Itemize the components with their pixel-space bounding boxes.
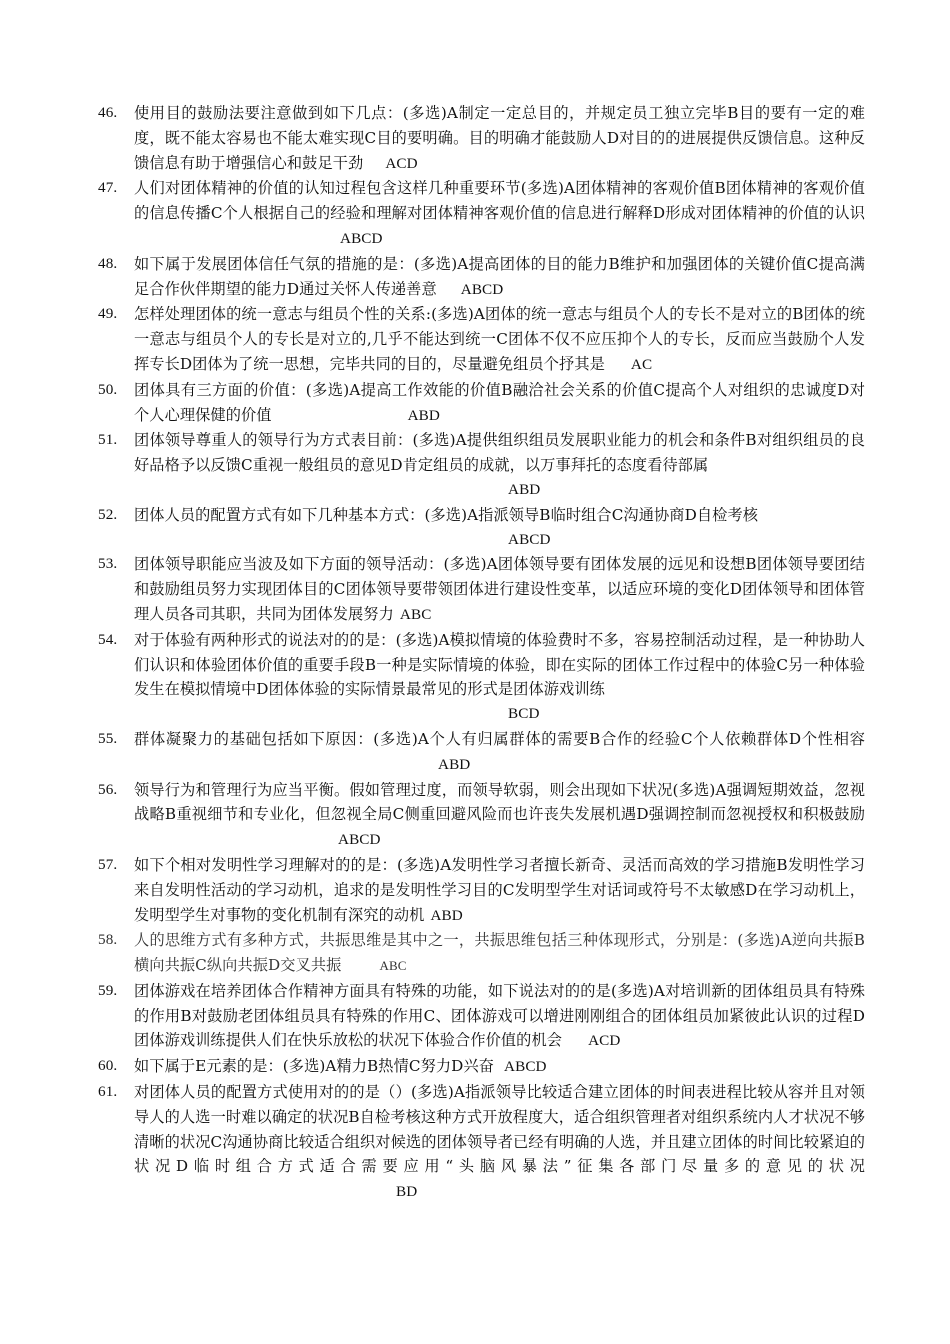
question-text: 团体人员的配置方式有如下几种基本方式：(多选)A指派领导B临时组合C沟通协商D自检考核 xyxy=(134,505,759,524)
question-number: 61. xyxy=(98,1083,118,1101)
question-item-53 xyxy=(95,552,865,627)
answer: ABD xyxy=(438,755,471,773)
question-text: 团体领导职能应当波及如下方面的领导活动：(多选)A团体领导要有团体发展的远见和设想B团体领导要团结和鼓励组员努力实现团体目的C团体领导要带领团体进行建设性变革，以适应环境的变化D团体领导和团体管理人员各司其职，共同为团体发展努力 xyxy=(134,555,865,623)
question-number: 49. xyxy=(98,305,118,323)
question-text: 团体具有三方面的价值：(多选)A提高工作效能的价值B融洽社会关系的价值C提高个人对组织的忠诚度D对个人心理保健的价值 xyxy=(134,380,865,424)
question-item-58 xyxy=(95,928,865,979)
question-text: 对团体人员的配置方式使用对的的是（）(多选)A指派领导比较适合建立团体的时间表进程比较从容并且对领导人的人选一时难以确定的状况B自检考核这种方式开放程度大，适合组织管理者对组织系统内人才状况不够清晰的状况C沟通协商比较适合组织对候选的团体领导者已经有明确的人选，并且建立团体的时间比较紧迫的状况D临时组合方式适合需要应用“头脑风暴法”征集各部门尽量多的意见的状况 xyxy=(134,1083,865,1176)
question-text: 怎样处理团体的统一意志与组员个性的关系:(多选)A团体的统一意志与组员个人的专长不是对立的B团体的统一意志与组员个人的专长是对立的,几乎不能达到统一C团体不仅不应压抑个人的专长，反而应当鼓励个人发挥专长D团体为了统一思想，完毕共同的目的，尽量避免组员个抒其是 xyxy=(134,305,865,373)
question-item-56 xyxy=(95,778,865,853)
question-number: 60. xyxy=(98,1057,118,1075)
question-text: 如下属于E元素的是：(多选)A精力B热情C努力D兴奋 xyxy=(134,1057,495,1076)
question-text: 人的思维方式有多种方式，共振思维是其中之一，共振思维包括三种体现形式，分别是：(多选)A逆向共振B横向共振C纵向共振D交叉共振 xyxy=(134,931,865,975)
question-number: 51. xyxy=(98,431,118,449)
answer: ABC xyxy=(379,958,407,974)
question-number: 52. xyxy=(98,505,118,523)
question-item-52 xyxy=(95,503,865,553)
question-number: 59. xyxy=(98,981,118,999)
question-number: 58. xyxy=(98,931,118,949)
question-list xyxy=(95,101,865,1205)
answer: ABD xyxy=(407,406,440,424)
question-text: 领导行为和管理行为应当平衡。假如管理过度，而领导软弱，则会出现如下状况(多选)A强调短期效益，忽视战略B重视细节和专业化，但忽视全局C侧重回避风险而也许丧失发展机遇D强调控制而忽视授权和积极鼓励 xyxy=(134,780,865,824)
question-item-59 xyxy=(95,979,865,1054)
answer: BCD xyxy=(508,705,540,723)
question-number: 57. xyxy=(98,855,118,873)
question-number: 53. xyxy=(98,555,118,573)
question-text: 对于体验有两种形式的说法对的的是：(多选)A模拟情境的体验费时不多，容易控制活动过程，是一种协助人们认识和体验团体价值的重要手段B一种是实际情境的体验，即在实际的团体工作过程中的体验C另一种体验发生在模拟情境中D团体体验的实际情景最常见的形式是团体游戏训练 xyxy=(134,630,865,699)
answer: AC xyxy=(630,355,653,373)
question-number: 55. xyxy=(98,729,118,747)
answer: ACD xyxy=(385,154,418,172)
answer: BD xyxy=(396,1183,418,1201)
question-text: 团体领导尊重人的领导行为方式表目前：(多选)A提供组织组员发展职业能力的机会和条件B对组织组员的良好品格予以反馈C重视一般组员的意见D肯定组员的成就，以万事拜托的态度看待部属 xyxy=(134,431,865,475)
answer: ABD xyxy=(508,480,541,498)
question-item-54 xyxy=(95,628,865,727)
question-item-47 xyxy=(95,176,865,251)
answer: ABC xyxy=(399,605,432,623)
question-item-60 xyxy=(95,1054,865,1080)
question-text: 如下属于发展团体信任气氛的措施的是：(多选)A提高团体的目的能力B维护和加强团体的关键价值C提高满足合作伙伴期望的能力D通过关怀人传递善意 xyxy=(134,254,865,298)
question-number: 46. xyxy=(98,104,118,121)
question-item-46 xyxy=(95,101,865,176)
question-number: 56. xyxy=(98,780,118,798)
answer: ABCD xyxy=(460,280,504,298)
question-number: 48. xyxy=(98,254,118,272)
question-number: 54. xyxy=(98,630,118,648)
question-text: 团体游戏在培养团体合作精神方面具有特殊的功能，如下说法对的的是(多选)A对培训新的团体组员具有特殊的作用B对鼓励老团体组员具有特殊的作用C、团体游戏可以增进刚刚组合的团体组员加紧彼此认识的过程D团体游戏训练提供人们在快乐放松的状况下体验合作价值的机会 xyxy=(134,981,865,1050)
question-item-50 xyxy=(95,378,865,429)
question-item-51 xyxy=(95,428,865,502)
question-number: 50. xyxy=(98,380,118,398)
question-text: 群体凝聚力的基础包括如下原因：(多选)A个人有归属群体的需要B合作的经验C个人依赖群体D个性相容 xyxy=(134,729,865,748)
question-number: 47. xyxy=(98,179,118,197)
answer: ABCD xyxy=(504,1058,547,1076)
question-item-55 xyxy=(95,727,865,778)
question-item-61 xyxy=(95,1080,865,1205)
answer: ABCD xyxy=(508,530,551,548)
answer: ABD xyxy=(430,906,463,924)
question-text: 人们对团体精神的价值的认知过程包含这样几种重要环节(多选)A团体精神的客观价值B团体精神的客观价值的信息传播C个人根据自己的经验和理解对团体精神客观价值的信息进行解释D形成对团体精神的价值的认识 xyxy=(134,179,865,223)
question-item-57 xyxy=(95,853,865,928)
question-item-48 xyxy=(95,252,865,303)
question-text: 使用目的鼓励法要注意做到如下几点：(多选)A制定一定总目的，并规定员工独立完毕B目的要有一定的难度，既不能太容易也不能太难实现C目的要明确。目的明确才能鼓励人D对目的的进展提供反馈信息。这种反馈信息有助于增强信心和鼓足干劲 xyxy=(134,104,865,172)
answer: ABCD xyxy=(340,229,383,247)
question-item-49 xyxy=(95,302,865,377)
answer: ABCD xyxy=(338,831,381,849)
question-text: 如下个相对发明性学习理解对的的是：(多选)A发明性学习者擅长新奇、灵活而高效的学习措施B发明性学习来自发明性活动的学习动机，追求的是发明性学习目的C发明型学生对话词或符号不太敏感D在学习动机上，发明型学生对事物的变化机制有深究的动机 xyxy=(134,855,865,924)
answer: ACD xyxy=(588,1032,621,1050)
